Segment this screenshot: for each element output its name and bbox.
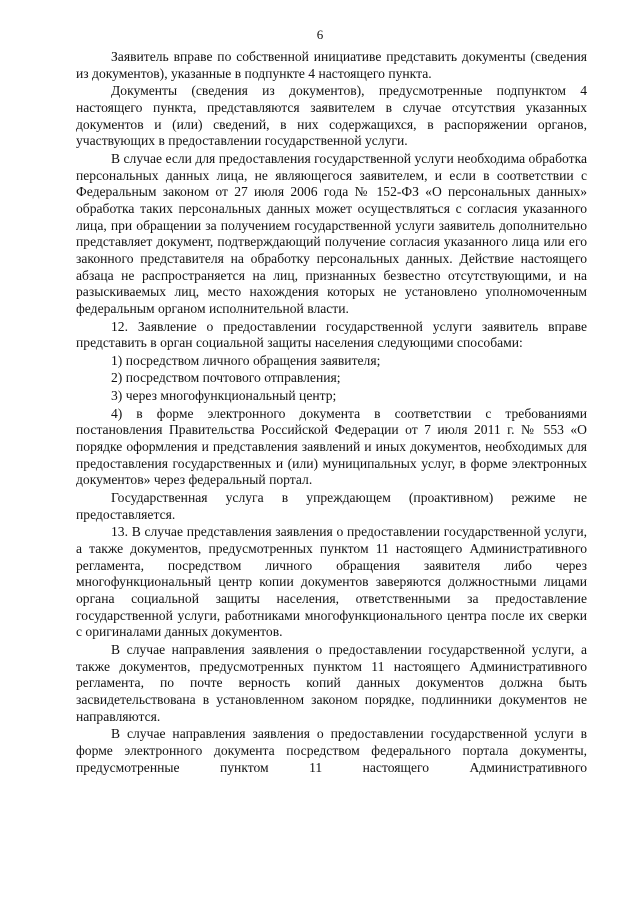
paragraph-proactive-mode: Государственная услуга в упреждающем (проактивном) режиме не предоставляется.: [76, 490, 587, 522]
paragraph-12-submission-methods: 12. Заявление о предоставлении государственной услуги заявитель вправе представить в орган социальной защиты населения следующими способами:: [76, 318, 587, 351]
list-item-method-3: 3) через многофункциональный центр;: [111, 388, 337, 404]
paragraph-personal-data: В случае если для предоставления государственной услуги необходима обработка персональных данных лица, не являющегося заявителем, и если в соответствии с Федеральным законом от 27 июля 2006 года № 152-ФЗ «О персональных данных» обработка таких персональных данных может осуществляться с согласия указанного лица, при обращении за получением государственной услуги заявитель дополнительно представляет документ, подтверждающий получение согласия указанного лица или его законного представителя на обработку персональных данных. Действие настоящего абзаца не распространяется на лиц, признанных безвестно отсутствующими, и на разыскиваемых лиц, место нахождения которых не установлено уполномоченным федеральным органом исполнительной власти.: [76, 150, 587, 316]
document-body: [76, 49, 587, 776]
paragraph-13-certification: 13. В случае представления заявления о предоставлении государственной услуги, а также документов, предусмотренных пунктом 11 настоящего Административного регламента, посредством личного обращения заявителя либо через многофункциональный центр копии документов заверяются должностными лицами органа социальной защиты населения, ответственными за предоставление государственной услуги, работниками многофункционального центра после их сверки с оригиналами данных документов.: [76, 524, 587, 640]
page-number: 6: [316, 27, 324, 42]
list-item-method-4: 4) в форме электронного документа в соответствии с требованиями постановления Правительства Российской Федерации от 7 июля 2011 г. № 553 «О порядке оформления и представления заявлений и иных документов, необходимых для предоставления государственных и (или) муниципальных услуг, в форме электронных документов» через федеральный портал.: [76, 405, 587, 488]
paragraph-applicant-right: Заявитель вправе по собственной инициативе представить документы (сведения из документов), указанные в подпункте 4 настоящего пункта.: [76, 49, 587, 81]
list-item-method-1: 1) посредством личного обращения заявителя;: [111, 352, 381, 368]
paragraph-electronic-submission: В случае направления заявления о предоставлении государственной услуги в форме электронного документа посредством федерального портала документы, предусмотренные пунктом 11 настоящего Административного: [76, 726, 587, 775]
paragraph-postal-submission: В случае направления заявления о предоставлении государственной услуги, а также документов, предусмотренных пунктом 11 настоящего Административного регламента, по почте верность копий данных документов должна быть засвидетельствована в установленном законом порядке, подлинники документов не направляются.: [76, 641, 587, 724]
list-item-method-2: 2) посредством почтового отправления;: [111, 370, 341, 386]
paragraph-documents-submission: Документы (сведения из документов), предусмотренные подпунктом 4 настоящего пункта, представляются заявителем в случае отсутствия указанных документов и (или) сведений, в них содержащихся, в распоряжении органов, участвующих в предоставлении государственной услуги.: [76, 83, 587, 149]
